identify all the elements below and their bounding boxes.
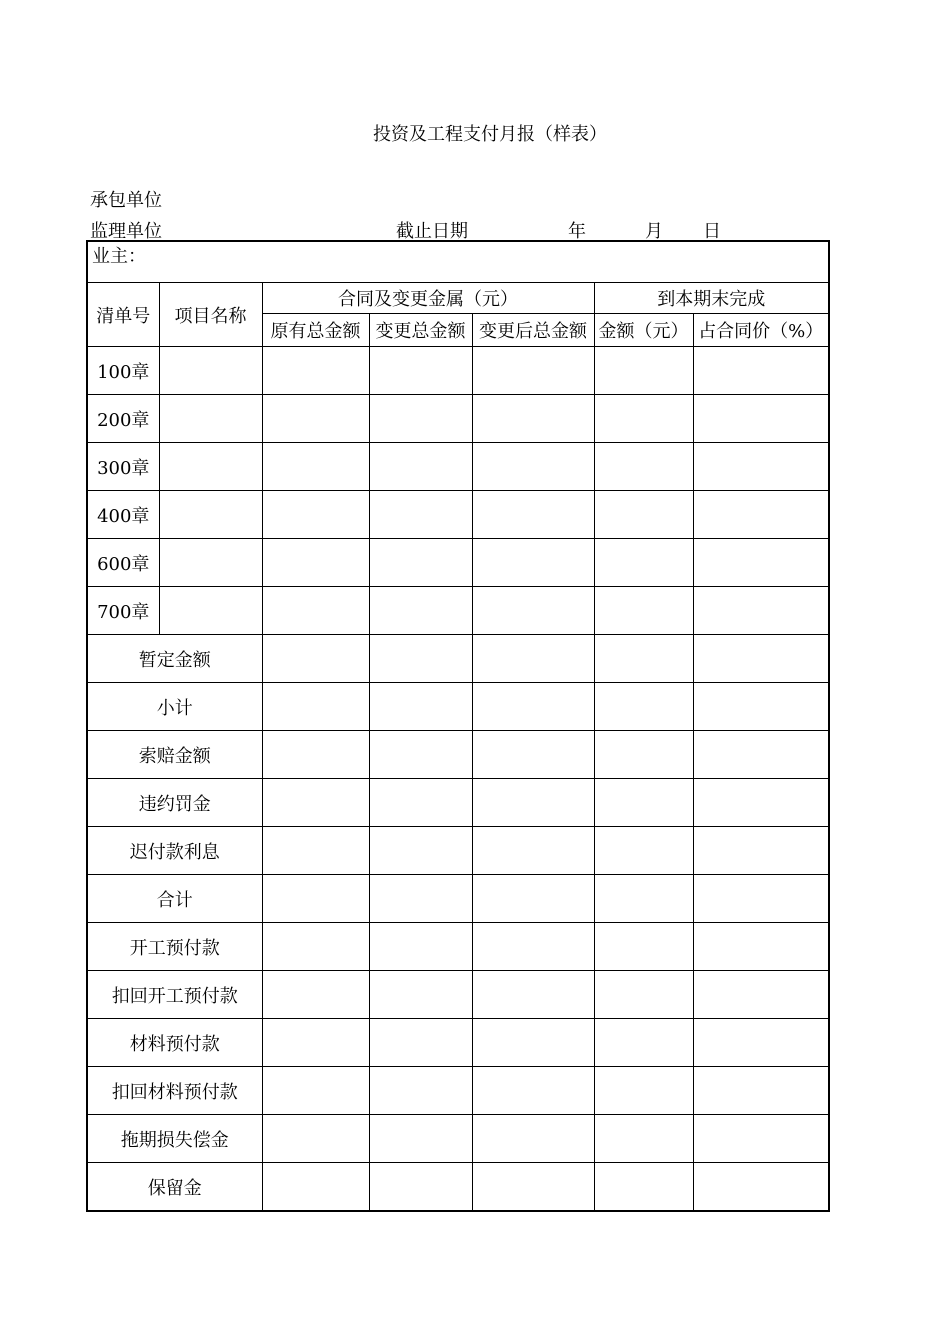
table-cell[interactable] — [262, 395, 369, 443]
summary-row-label: 开工预付款 — [87, 923, 262, 971]
summary-row-label: 索赔金额 — [87, 731, 262, 779]
table-row — [87, 635, 829, 683]
table-cell[interactable] — [472, 1067, 594, 1115]
chapter-label: 300章 — [87, 443, 159, 491]
table-row — [87, 587, 829, 635]
table-row — [87, 731, 829, 779]
table-cell[interactable] — [594, 779, 693, 827]
summary-row-label: 违约罚金 — [87, 779, 262, 827]
table-cell[interactable] — [472, 827, 594, 875]
header-amount: 金额（元） — [594, 314, 693, 347]
table-cell[interactable] — [693, 1019, 829, 1067]
summary-row-label: 材料预付款 — [87, 1019, 262, 1067]
table-cell[interactable] — [159, 443, 262, 491]
chapter-label: 700章 — [87, 587, 159, 635]
table-cell[interactable] — [369, 347, 472, 395]
year-label: 年 — [568, 221, 586, 242]
table-cell[interactable] — [693, 683, 829, 731]
table-cell[interactable] — [262, 779, 369, 827]
table-cell[interactable] — [693, 539, 829, 587]
table-cell[interactable] — [369, 971, 472, 1019]
table-cell[interactable] — [693, 347, 829, 395]
summary-row-label: 暂定金额 — [87, 635, 262, 683]
table-cell[interactable] — [262, 1163, 369, 1212]
table-cell[interactable] — [693, 971, 829, 1019]
payment-report-table — [86, 240, 830, 1212]
table-cell[interactable] — [693, 731, 829, 779]
table-cell[interactable] — [369, 779, 472, 827]
table-cell[interactable] — [159, 491, 262, 539]
table-cell[interactable] — [472, 443, 594, 491]
table-row — [87, 395, 829, 443]
table-cell[interactable] — [472, 875, 594, 923]
month-label: 月 — [645, 221, 663, 242]
table-cell[interactable] — [594, 827, 693, 875]
table-cell[interactable] — [262, 347, 369, 395]
table-cell[interactable] — [472, 923, 594, 971]
table-cell[interactable] — [693, 827, 829, 875]
table-cell[interactable] — [369, 875, 472, 923]
summary-row-label: 合计 — [87, 875, 262, 923]
table-cell[interactable] — [262, 1019, 369, 1067]
table-cell[interactable] — [594, 347, 693, 395]
table-row — [87, 347, 829, 395]
contractor-label: 承包单位 — [90, 190, 162, 211]
table-cell[interactable] — [369, 395, 472, 443]
summary-row-label: 保留金 — [87, 1163, 262, 1212]
summary-row-label: 扣回开工预付款 — [87, 971, 262, 1019]
table-row — [87, 779, 829, 827]
table-cell[interactable] — [594, 539, 693, 587]
table-cell[interactable] — [472, 1163, 594, 1212]
table-cell[interactable] — [472, 779, 594, 827]
table-cell[interactable] — [262, 971, 369, 1019]
table-cell[interactable] — [262, 827, 369, 875]
supervisor-label: 监理单位 — [90, 221, 162, 242]
table-cell[interactable] — [369, 1019, 472, 1067]
table-cell[interactable] — [369, 827, 472, 875]
table-row — [87, 443, 829, 491]
table-cell[interactable] — [594, 635, 693, 683]
table-cell[interactable] — [369, 1115, 472, 1163]
table-cell[interactable] — [472, 347, 594, 395]
table-cell[interactable] — [369, 1067, 472, 1115]
table-cell[interactable] — [594, 1115, 693, 1163]
table-cell[interactable] — [693, 1067, 829, 1115]
table-cell[interactable] — [369, 635, 472, 683]
table-cell[interactable] — [693, 1115, 829, 1163]
table-cell[interactable] — [262, 491, 369, 539]
table-cell[interactable] — [594, 683, 693, 731]
header-percent-contract: 占合同价（%） — [693, 314, 829, 347]
header-contract-group: 合同及变更金属（元） — [262, 283, 594, 314]
table-cell[interactable] — [693, 491, 829, 539]
table-row — [87, 1019, 829, 1067]
chapter-label: 400章 — [87, 491, 159, 539]
summary-row-label: 迟付款利息 — [87, 827, 262, 875]
table-cell[interactable] — [693, 779, 829, 827]
owner-label: 业主： — [87, 241, 829, 283]
table-cell[interactable] — [693, 587, 829, 635]
table-cell[interactable] — [594, 491, 693, 539]
chapter-label: 100章 — [87, 347, 159, 395]
table-row — [87, 923, 829, 971]
table-cell[interactable] — [159, 587, 262, 635]
table-cell[interactable] — [262, 539, 369, 587]
table-cell[interactable] — [369, 1163, 472, 1212]
cutoff-date-label: 截止日期 — [396, 221, 468, 242]
table-cell[interactable] — [369, 491, 472, 539]
table-cell[interactable] — [369, 683, 472, 731]
table-cell[interactable] — [693, 923, 829, 971]
table-row — [87, 971, 829, 1019]
table-cell[interactable] — [369, 923, 472, 971]
page-title: 投资及工程支付月报（样表） — [373, 124, 607, 145]
table-cell[interactable] — [369, 539, 472, 587]
table-cell[interactable] — [472, 635, 594, 683]
table-cell[interactable] — [472, 395, 594, 443]
table-row — [87, 491, 829, 539]
table-cell[interactable] — [693, 635, 829, 683]
table-cell[interactable] — [472, 539, 594, 587]
table-cell[interactable] — [262, 731, 369, 779]
table-cell[interactable] — [693, 1163, 829, 1212]
table-cell[interactable] — [472, 1115, 594, 1163]
table-cell[interactable] — [594, 731, 693, 779]
header-change-total: 变更总金额 — [369, 314, 472, 347]
table-cell[interactable] — [369, 731, 472, 779]
day-label: 日 — [703, 221, 721, 242]
table-cell[interactable] — [594, 971, 693, 1019]
table-cell[interactable] — [693, 395, 829, 443]
table-row — [87, 875, 829, 923]
summary-row-label: 拖期损失偿金 — [87, 1115, 262, 1163]
table-row — [87, 539, 829, 587]
table-row — [87, 1163, 829, 1212]
summary-row-label: 扣回材料预付款 — [87, 1067, 262, 1115]
table-cell[interactable] — [472, 1019, 594, 1067]
chapter-label: 600章 — [87, 539, 159, 587]
header-item-name: 项目名称 — [159, 283, 262, 347]
chapter-label: 200章 — [87, 395, 159, 443]
table-cell[interactable] — [594, 443, 693, 491]
table-row — [87, 827, 829, 875]
table-cell[interactable] — [262, 683, 369, 731]
header-after-change-total: 变更后总金额 — [472, 314, 594, 347]
table-cell[interactable] — [594, 923, 693, 971]
table-cell[interactable] — [472, 731, 594, 779]
table-cell[interactable] — [262, 1115, 369, 1163]
table-cell[interactable] — [262, 587, 369, 635]
table-cell[interactable] — [472, 491, 594, 539]
table-cell[interactable] — [472, 587, 594, 635]
table-cell[interactable] — [594, 1163, 693, 1212]
table-cell[interactable] — [472, 683, 594, 731]
table-cell[interactable] — [594, 1067, 693, 1115]
table-cell[interactable] — [159, 395, 262, 443]
table-cell[interactable] — [262, 875, 369, 923]
table-row — [87, 1115, 829, 1163]
table-cell[interactable] — [472, 971, 594, 1019]
table-cell[interactable] — [693, 443, 829, 491]
table-cell[interactable] — [159, 539, 262, 587]
table-cell[interactable] — [159, 347, 262, 395]
table-cell[interactable] — [594, 587, 693, 635]
table-cell[interactable] — [594, 1019, 693, 1067]
header-original-total: 原有总金额 — [262, 314, 369, 347]
table-cell[interactable] — [594, 395, 693, 443]
table-cell[interactable] — [693, 875, 829, 923]
header-period-group: 到本期末完成 — [594, 283, 829, 314]
table-cell[interactable] — [262, 635, 369, 683]
table-row — [87, 683, 829, 731]
header-bill-no: 清单号 — [87, 283, 159, 347]
table-cell[interactable] — [262, 443, 369, 491]
table-cell[interactable] — [262, 923, 369, 971]
summary-row-label: 小计 — [87, 683, 262, 731]
table-row — [87, 1067, 829, 1115]
table-cell[interactable] — [369, 587, 472, 635]
table-cell[interactable] — [594, 875, 693, 923]
table-cell[interactable] — [369, 443, 472, 491]
table-cell[interactable] — [262, 1067, 369, 1115]
